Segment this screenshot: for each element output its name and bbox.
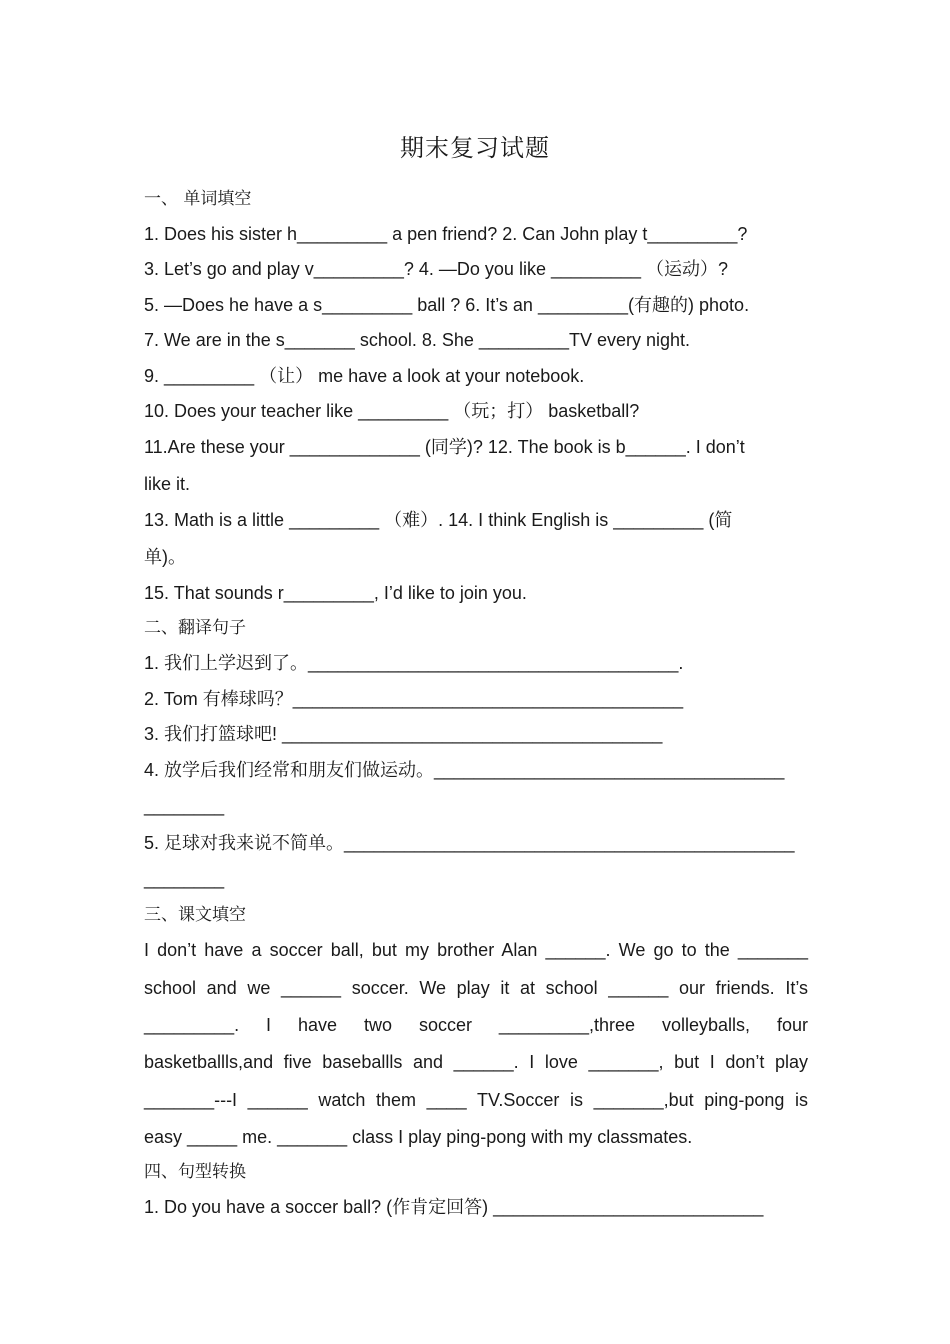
question-line-9: 13. Math is a little _________ （难）. 14. I think English is _________ (简 [144, 510, 733, 530]
question-line-3: 5. —Does he have a s_________ ball ? 6. It’s an _________(有趣的) photo. [144, 295, 750, 315]
section-heading-translation: 二、翻译句子 [144, 618, 246, 638]
passage-line-3: _________. I have two soccer _________,three volleyballs, four [144, 1015, 808, 1035]
passage-line-4: basketballls,and five baseballls and ______. I love _______, but I don’t play [144, 1052, 808, 1072]
question-line-7: 11.Are these your _____________ (同学)? 12. The book is b______. I don’t [144, 437, 745, 457]
question-line-5: 9. _________ （让） me have a look at your notebook. [144, 366, 585, 386]
question-line-1: 1. Does his sister h_________ a pen friend? 2. Can John play t_________? [144, 224, 748, 244]
translation-line-3: 3. 我们打篮球吧! ______________________________________ [144, 724, 663, 744]
page-title: 期末复习试题 [400, 134, 550, 162]
section-heading-vocabulary: 一、 单词填空 [144, 189, 252, 209]
question-line-11: 15. That sounds r_________, I’d like to join you. [144, 583, 527, 603]
question-line-10: 单)。 [144, 547, 186, 567]
section-heading-sentence-conversion: 四、句型转换 [144, 1162, 246, 1182]
passage-line-1: I don’t have a soccer ball, but my brother Alan ______. We go to the _______ [144, 940, 808, 960]
translation-line-5: 5. 足球对我来说不简单。_____________________________________________ [144, 833, 795, 853]
section-heading-text-fill: 三、课文填空 [144, 905, 246, 925]
conversion-line-1: 1. Do you have a soccer ball? (作肯定回答) ___________________________ [144, 1197, 764, 1217]
translation-line-5-continued: ________ [144, 869, 225, 889]
question-line-4: 7. We are in the s_______ school. 8. She _________TV every night. [144, 330, 691, 350]
translation-line-4-continued: ________ [144, 796, 225, 816]
passage-line-2: school and we ______ soccer. We play it at school ______ our friends. It’s [144, 978, 808, 998]
translation-line-2: 2. Tom 有棒球吗？_______________________________________ [144, 689, 684, 709]
question-line-2: 3. Let’s go and play v_________? 4. —Do you like _________ （运动）? [144, 259, 729, 279]
question-line-8: like it. [144, 474, 191, 494]
passage-line-6: easy _____ me. _______ class I play ping-pong with my classmates. [144, 1127, 693, 1147]
passage-line-5: _______---I ______ watch them ____ TV.Soccer is _______,but ping-pong is [144, 1090, 808, 1110]
question-line-6: 10. Does your teacher like _________ （玩；打） basketball? [144, 401, 640, 421]
translation-line-4: 4. 放学后我们经常和朋友们做运动。___________________________________ [144, 760, 785, 780]
translation-line-1: 1. 我们上学迟到了。_____________________________________. [144, 653, 684, 673]
